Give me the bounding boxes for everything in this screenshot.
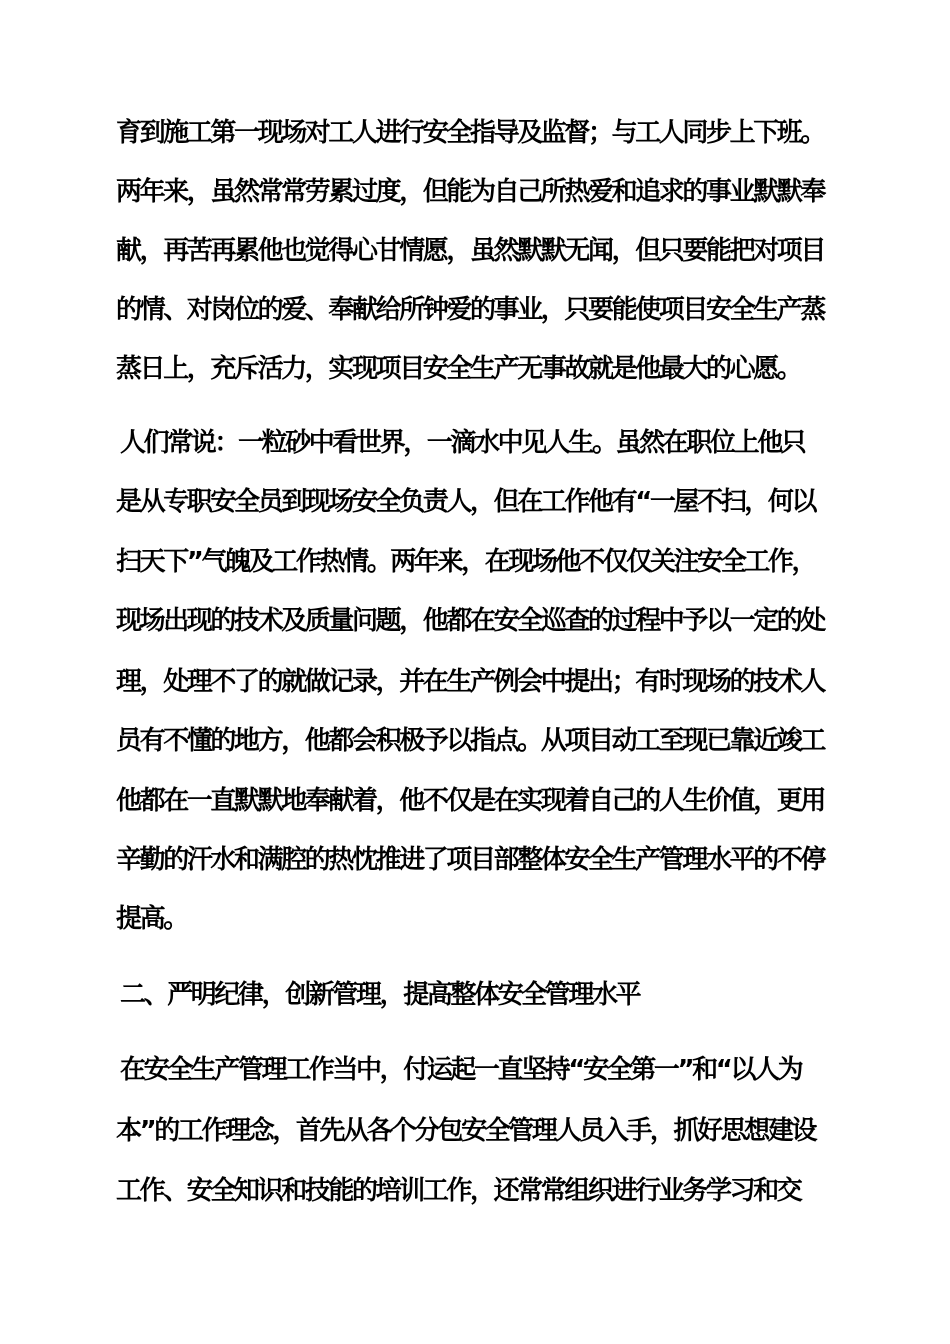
text-line-18: 工作、安全知识和技能的培训工作，还常常组织进行业务学习和交 — [116, 1176, 801, 1206]
text-line-5: 蒸日上，充斥活力，实现项目安全生产无事故就是他最大的心愿。 — [116, 354, 801, 384]
text-line-9: 现场出现的技术及质量问题，他都在安全巡查的过程中予以一定的处 — [116, 606, 825, 636]
text-line-10: 理，处理不了的就做记录，并在生产例会中提出；有时现场的技术人 — [116, 667, 825, 697]
text-line-6: 人们常说：一粒砂中看世界，一滴水中见人生。虽然在职位上他只 — [120, 428, 805, 458]
text-line-16: 在安全生产管理工作当中，付运起一直坚持“安全第一”和“以人为 — [120, 1055, 802, 1085]
text-line-12: 他都在一直默默地奉献着，他不仅是在实现着自己的人生价值，更用 — [116, 786, 825, 816]
text-line-4: 的情、对岗位的爱、奉献给所钟爱的事业，只要能使项目安全生产蒸 — [116, 295, 825, 325]
text-line-7: 是从专职安全员到现场安全负责人，但在工作他有“一屋不扫，何以 — [116, 487, 816, 517]
text-line-17: 本”的工作理念，首先从各个分包安全管理人员入手，抓好思想建设 — [116, 1116, 816, 1146]
text-line-3: 献，再苦再累他也觉得心甘情愿，虽然默默无闻，但只要能把对项目 — [116, 236, 825, 266]
text-line-8: 扫天下”气魄及工作热情。两年来，在现场他不仅仅关注安全工作， — [116, 547, 816, 577]
text-line-11: 员有不懂的地方，他都会积极予以指点。从项目动工至现已靠近竣工 — [116, 726, 825, 756]
section-heading: 二、严明纪律，创新管理，提高整体安全管理水平 — [120, 980, 640, 1010]
text-line-1: 育到施工第一现场对工人进行安全指导及监督；与工人同步上下班。 — [116, 118, 825, 148]
text-line-2: 两年来，虽然常常劳累过度，但能为自己所热爱和追求的事业默默奉 — [116, 177, 825, 207]
text-line-13: 辛勤的汗水和满腔的热忱推进了项目部整体安全生产管理水平的不停 — [116, 845, 825, 875]
text-line-14: 提高。 — [116, 904, 187, 934]
